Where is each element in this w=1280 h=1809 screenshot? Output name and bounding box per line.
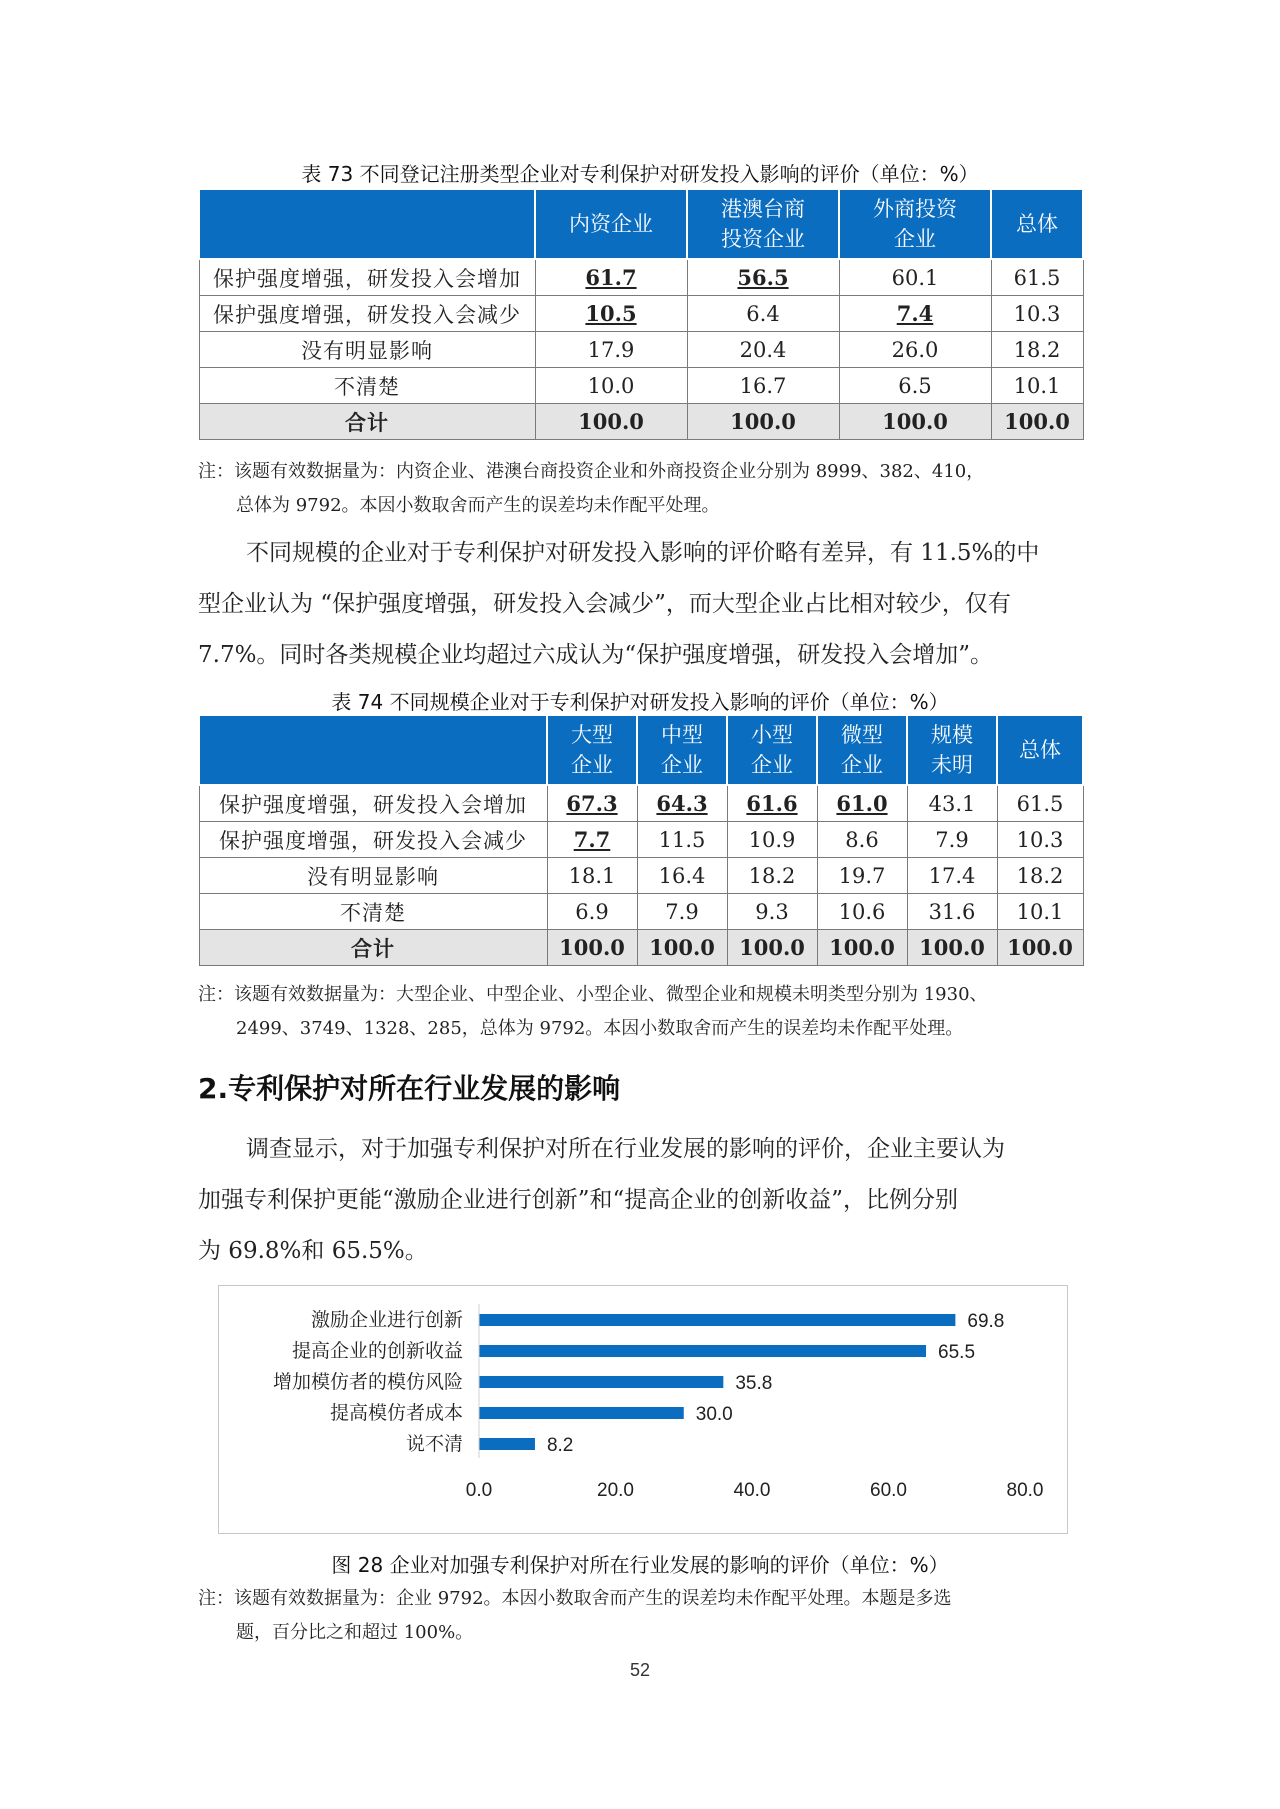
table73-note-line2: 总体为 9792。本因小数取舍而产生的误差均未作配平处理。 — [236, 495, 720, 516]
table-cell: 100.0 — [991, 404, 1083, 440]
table74-note-line2: 2499、3749、1328、285，总体为 9792。本因小数取舍而产生的误差均未作配平处理。 — [236, 1018, 964, 1039]
row-label: 保护强度增强，研发投入会减少 — [199, 822, 547, 858]
table74-header-row — [199, 715, 1083, 785]
table-cell: 100.0 — [535, 404, 687, 440]
table-cell: 7.9 — [907, 822, 997, 858]
table-cell: 18.2 — [997, 858, 1083, 894]
table-cell: 61.0 — [817, 785, 907, 822]
paragraph-line: 调查显示，对于加强专利保护对所在行业发展的影响的评价，企业主要认为 — [246, 1136, 1005, 1162]
data-label: 35.8 — [735, 1373, 773, 1394]
table74-header-cell: 大型 企业 — [547, 715, 637, 785]
table-cell: 100.0 — [839, 404, 991, 440]
table-cell: 100.0 — [907, 930, 997, 966]
table-cell: 18.2 — [991, 332, 1083, 368]
table-row — [199, 930, 1083, 966]
category-label: 激励企业进行创新 — [310, 1309, 463, 1331]
table-cell: 10.1 — [997, 894, 1083, 930]
paragraph-line: 7.7%。同时各类规模企业均超过六成认为“保护强度增强，研发投入会增加”。 — [198, 642, 993, 668]
table-row — [199, 368, 1083, 404]
table-cell: 8.6 — [817, 822, 907, 858]
table-cell: 20.4 — [687, 332, 839, 368]
table74-note — [198, 978, 1098, 1046]
table-row — [199, 404, 1083, 440]
table-cell: 10.1 — [991, 368, 1083, 404]
figure28-caption: 图 28 企业对加强专利保护对所在行业发展的影响的评价（单位：%） — [331, 1553, 949, 1577]
table73-header-cell — [199, 189, 535, 259]
table-cell: 61.6 — [727, 785, 817, 822]
table74-header-cell — [199, 715, 547, 785]
row-label: 保护强度增强，研发投入会减少 — [199, 296, 535, 332]
table-cell: 61.5 — [997, 785, 1083, 822]
x-tick-label: 0.0 — [465, 1480, 493, 1501]
data-label: 8.2 — [546, 1435, 574, 1456]
table-cell: 100.0 — [817, 930, 907, 966]
table-cell: 67.3 — [547, 785, 637, 822]
table-cell: 19.7 — [817, 858, 907, 894]
figure28-note — [198, 1582, 1098, 1650]
category-label: 提高模仿者成本 — [329, 1402, 463, 1424]
table73-caption: 表 73 不同登记注册类型企业对专利保护对研发投入影响的评价（单位：%） — [301, 162, 979, 186]
category-label: 提高企业的创新收益 — [291, 1340, 463, 1362]
bar — [479, 1407, 684, 1419]
table-cell: 7.4 — [839, 296, 991, 332]
table73-header-cell: 内资企业 — [535, 189, 687, 259]
table-cell: 60.1 — [839, 259, 991, 296]
section2-paragraph — [198, 1124, 1088, 1277]
figure28-chart-frame — [218, 1285, 1068, 1534]
page-number: 52 — [629, 1660, 651, 1680]
row-label: 没有明显影响 — [199, 858, 547, 894]
bar — [479, 1314, 955, 1326]
table-cell: 10.5 — [535, 296, 687, 332]
table-cell: 26.0 — [839, 332, 991, 368]
row-label: 合计 — [199, 930, 547, 966]
table-row — [199, 296, 1083, 332]
table-cell: 6.9 — [547, 894, 637, 930]
table-cell: 18.2 — [727, 858, 817, 894]
table-cell: 100.0 — [687, 404, 839, 440]
row-label: 不清楚 — [199, 894, 547, 930]
bar — [479, 1376, 723, 1388]
table-row — [199, 259, 1083, 296]
table-cell: 61.5 — [991, 259, 1083, 296]
table-row — [199, 332, 1083, 368]
table-cell: 10.3 — [997, 822, 1083, 858]
figure28-note-line2: 题，百分比之和超过 100%。 — [236, 1622, 474, 1643]
table-cell: 6.5 — [839, 368, 991, 404]
row-label: 合计 — [199, 404, 535, 440]
table-cell: 100.0 — [727, 930, 817, 966]
section-heading: 2.专利保护对所在行业发展的影响 — [198, 1072, 621, 1105]
paragraph-line: 为 69.8%和 65.5%。 — [198, 1238, 428, 1264]
table73-header-row — [199, 189, 1083, 259]
table74 — [198, 714, 1084, 966]
figure28-bar-chart — [219, 1286, 1067, 1533]
table-row — [199, 785, 1083, 822]
table-cell: 9.3 — [727, 894, 817, 930]
table-cell: 7.7 — [547, 822, 637, 858]
table-cell: 100.0 — [637, 930, 727, 966]
figure28-note-line1: 注：该题有效数据量为：企业 9792。本因小数取舍而产生的误差均未作配平处理。本题是多选 — [198, 1588, 952, 1609]
table74-header-cell: 中型 企业 — [637, 715, 727, 785]
x-tick-label: 40.0 — [733, 1480, 771, 1501]
table74-header-cell: 规模 未明 — [907, 715, 997, 785]
data-label: 30.0 — [695, 1404, 733, 1425]
data-label: 65.5 — [938, 1342, 976, 1363]
table-cell: 7.9 — [637, 894, 727, 930]
category-label: 说不清 — [405, 1433, 463, 1455]
table-row — [199, 822, 1083, 858]
table-cell: 10.9 — [727, 822, 817, 858]
table-cell: 10.3 — [991, 296, 1083, 332]
table74-header-cell: 小型 企业 — [727, 715, 817, 785]
data-label: 69.8 — [967, 1311, 1005, 1332]
table-cell: 18.1 — [547, 858, 637, 894]
table74-caption: 表 74 不同规模企业对于专利保护对研发投入影响的评价（单位：%） — [331, 690, 949, 714]
table-row — [199, 894, 1083, 930]
table73-note — [198, 455, 1098, 523]
paragraph-line: 型企业认为 “保护强度增强，研发投入会减少”，而大型企业占比相对较少，仅有 — [198, 591, 1011, 617]
table-cell: 11.5 — [637, 822, 727, 858]
table-row — [199, 858, 1083, 894]
table-cell: 16.7 — [687, 368, 839, 404]
table-cell: 17.4 — [907, 858, 997, 894]
row-label: 没有明显影响 — [199, 332, 535, 368]
row-label: 保护强度增强，研发投入会增加 — [199, 259, 535, 296]
table-cell: 100.0 — [997, 930, 1083, 966]
row-label: 保护强度增强，研发投入会增加 — [199, 785, 547, 822]
analysis-paragraph — [198, 528, 1088, 681]
table73-header-cell: 外商投资 企业 — [839, 189, 991, 259]
table-cell: 43.1 — [907, 785, 997, 822]
x-tick-label: 80.0 — [1006, 1480, 1044, 1501]
bar — [479, 1345, 926, 1357]
table-cell: 100.0 — [547, 930, 637, 966]
table-cell: 6.4 — [687, 296, 839, 332]
paragraph-line: 加强专利保护更能“激励企业进行创新”和“提高企业的创新收益”，比例分别 — [198, 1187, 959, 1213]
table-cell: 10.0 — [535, 368, 687, 404]
x-tick-label: 20.0 — [597, 1480, 634, 1501]
table-cell: 64.3 — [637, 785, 727, 822]
table73-header-cell: 港澳台商 投资企业 — [687, 189, 839, 259]
table-cell: 56.5 — [687, 259, 839, 296]
table-cell: 10.6 — [817, 894, 907, 930]
row-label: 不清楚 — [199, 368, 535, 404]
table73-header-cell: 总体 — [991, 189, 1083, 259]
table-cell: 31.6 — [907, 894, 997, 930]
bar — [479, 1438, 535, 1450]
table74-header-cell: 微型 企业 — [817, 715, 907, 785]
category-label: 增加模仿者的模仿风险 — [272, 1371, 463, 1393]
table73 — [198, 188, 1084, 440]
table74-header-cell: 总体 — [997, 715, 1083, 785]
table74-note-line1: 注：该题有效数据量为：大型企业、中型企业、小型企业、微型企业和规模未明类型分别为 1930、 — [198, 984, 988, 1005]
table-cell: 16.4 — [637, 858, 727, 894]
x-tick-label: 60.0 — [870, 1480, 907, 1501]
table-cell: 17.9 — [535, 332, 687, 368]
table-cell: 61.7 — [535, 259, 687, 296]
table73-note-line1: 注：该题有效数据量为：内资企业、港澳台商投资企业和外商投资企业分别为 8999、382、410， — [198, 461, 985, 482]
paragraph-line: 不同规模的企业对于专利保护对研发投入影响的评价略有差异，有 11.5%的中 — [246, 540, 1040, 566]
